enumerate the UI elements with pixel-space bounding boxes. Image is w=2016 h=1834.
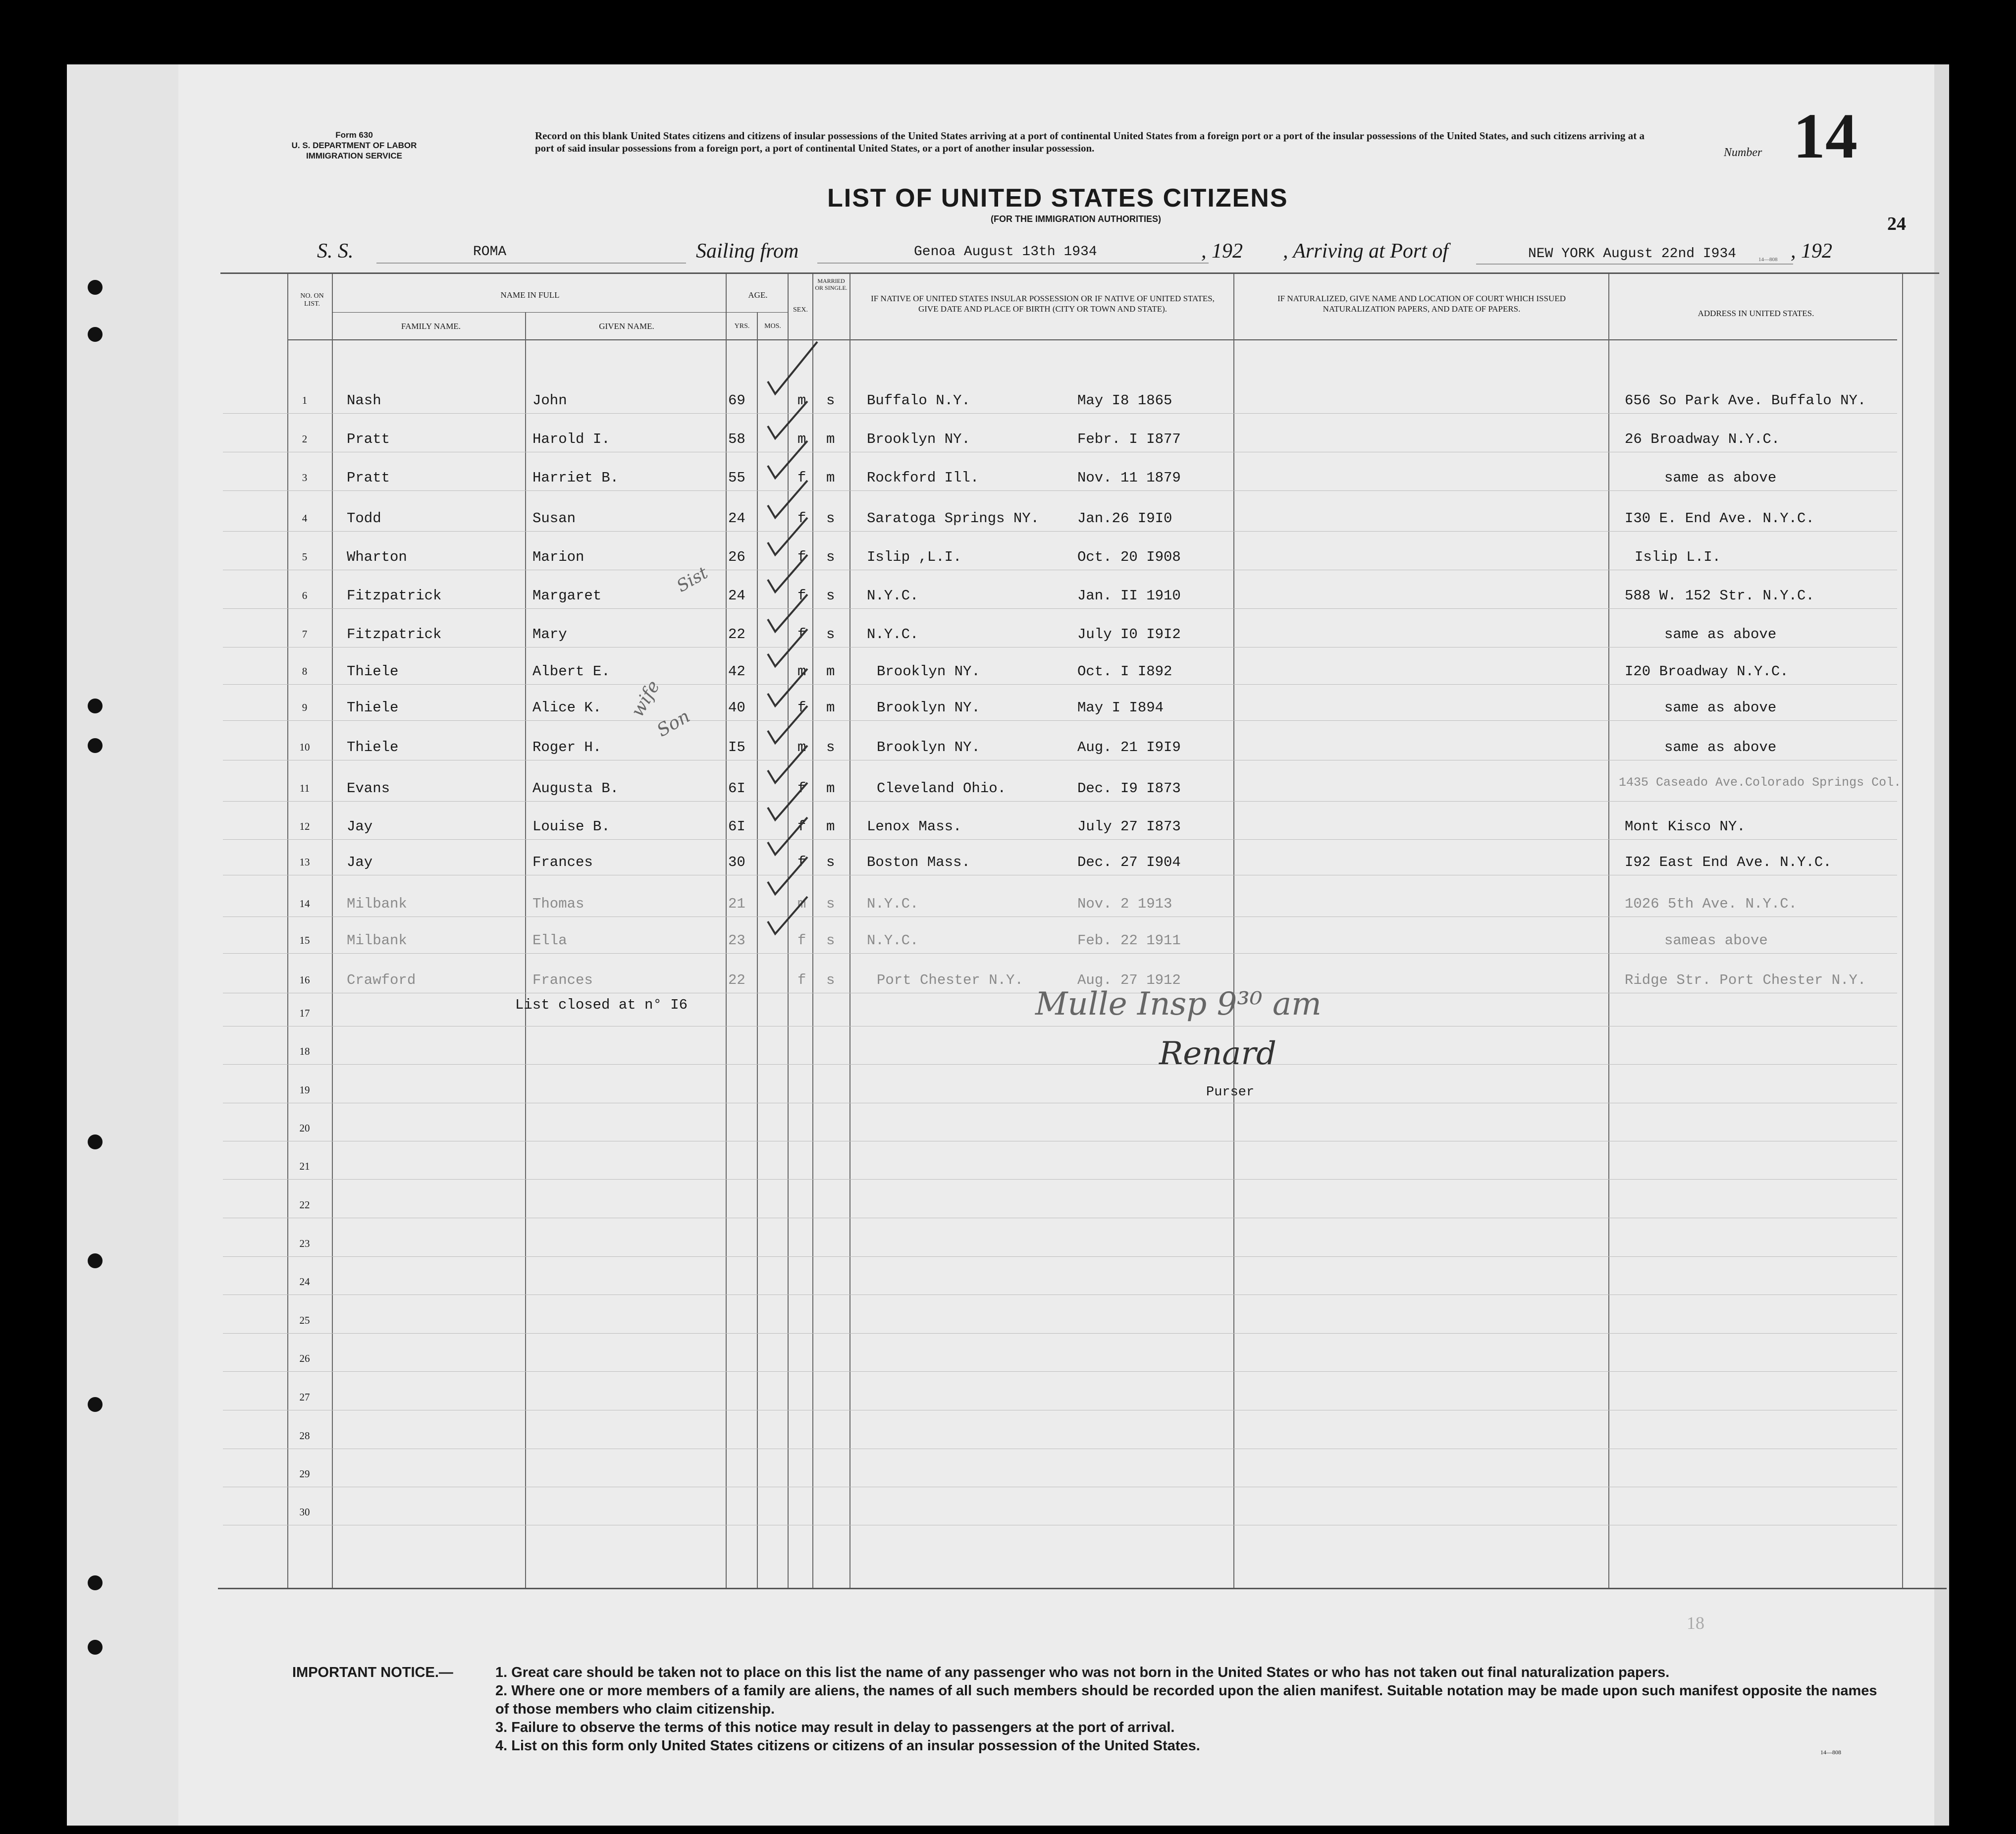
marital-status: s	[826, 739, 835, 755]
row-number: 23	[299, 1238, 310, 1249]
age-years: 6I	[728, 780, 745, 797]
check-icon	[768, 342, 817, 394]
row-number: 28	[299, 1430, 310, 1442]
birth-place: Buffalo N.Y.	[867, 392, 970, 409]
sex-value: f	[797, 588, 806, 604]
age-years: 24	[728, 510, 745, 527]
birth-date: Oct. I I892	[1077, 663, 1172, 680]
header-sex: SEX.	[793, 306, 808, 314]
notice-item-1: 1. Great care should be taken not to place on this list the name of any passenger who was not born in the United States or who has not taken out final naturalization papers.	[495, 1665, 1670, 1680]
sailing-from-value: Genoa August 13th 1934	[914, 244, 1097, 260]
check-icon	[768, 897, 807, 934]
check-icon	[768, 669, 807, 706]
row-rule	[223, 608, 1897, 609]
given-name: Augusta B.	[532, 780, 619, 797]
address: same as above	[1664, 626, 1777, 643]
year-label-sailing: , 192	[1201, 240, 1243, 263]
check-icon	[768, 706, 807, 743]
birth-date: Aug. 21 I9I9	[1077, 739, 1181, 755]
address: Mont Kisco NY.	[1625, 818, 1746, 835]
address: Ridge Str. Port Chester N.Y.	[1625, 972, 1866, 988]
col-line	[287, 274, 288, 1588]
sex-value: f	[797, 818, 806, 835]
age-years: 69	[728, 392, 745, 409]
address: 588 W. 152 Str. N.Y.C.	[1625, 588, 1814, 604]
table-bottom-rule	[218, 1588, 1947, 1589]
given-name: Alice K.	[532, 700, 602, 716]
address: same as above	[1664, 700, 1777, 716]
row-number: 15	[299, 934, 310, 946]
marital-status: s	[826, 588, 835, 604]
row-number: 27	[299, 1391, 310, 1403]
marital-status: s	[826, 972, 835, 988]
address: same as above	[1664, 470, 1777, 486]
given-name: Frances	[532, 972, 593, 988]
address: 1435 Caseado Ave.Colorado Springs Col.	[1619, 775, 1902, 790]
age-years: 24	[728, 588, 745, 604]
birth-date: Dec. 27 I904	[1077, 854, 1181, 870]
row-rule	[223, 684, 1897, 685]
punch-hole	[88, 1640, 103, 1655]
birth-place: Brooklyn NY.	[867, 431, 970, 447]
row-number: 29	[299, 1468, 310, 1480]
given-name: Margaret	[532, 588, 602, 604]
punch-hole	[88, 738, 103, 753]
sex-value: f	[797, 549, 806, 565]
arriving-port-value: NEW YORK August 22nd I934	[1528, 246, 1737, 262]
birth-date: Aug. 27 1912	[1077, 972, 1181, 988]
sex-value: f	[797, 700, 806, 716]
row-rule	[223, 531, 1897, 532]
row-number: 3	[302, 472, 308, 484]
given-name: Ella	[532, 932, 567, 949]
birth-place: N.Y.C.	[867, 626, 919, 643]
family-name: Thiele	[347, 663, 399, 680]
row-number: 22	[299, 1199, 310, 1211]
row-rule	[223, 1064, 1897, 1065]
right-page-edge	[1934, 64, 1949, 1826]
row-number: 9	[302, 701, 308, 713]
form-number: Form 630	[335, 130, 373, 140]
row-number: 1	[302, 394, 308, 406]
row-rule	[223, 839, 1897, 840]
address: 1026 5th Ave. N.Y.C.	[1625, 896, 1798, 912]
address: 26 Broadway N.Y.C.	[1625, 431, 1780, 447]
row-number: 6	[302, 590, 308, 601]
age-years: 6I	[728, 818, 745, 835]
row-number: 17	[299, 1007, 310, 1019]
row-number: 11	[299, 782, 310, 794]
given-name: Harriet B.	[532, 470, 619, 486]
birth-date: Oct. 20 I908	[1077, 549, 1181, 565]
birth-date: Feb. 22 1911	[1077, 932, 1181, 949]
row-number: 4	[302, 512, 308, 524]
birth-date: July I0 I9I2	[1077, 626, 1181, 643]
header-given-name: GIVEN NAME.	[599, 322, 654, 331]
row-number: 21	[299, 1160, 310, 1172]
marital-status: m	[826, 700, 835, 716]
left-margin-strip	[67, 64, 178, 1826]
notice-items	[495, 1664, 1892, 1755]
row-rule	[223, 1179, 1897, 1180]
birth-place: Islip ,L.I.	[867, 549, 962, 565]
row-number: 18	[299, 1045, 310, 1057]
check-icon	[768, 857, 807, 894]
row-rule	[223, 953, 1897, 954]
family-name: Thiele	[347, 739, 399, 755]
given-name: Albert E.	[532, 663, 610, 680]
row-number: 14	[299, 898, 310, 910]
family-name: Crawford	[347, 972, 416, 988]
marital-status: s	[826, 549, 835, 565]
birth-date: Jan. II 1910	[1077, 588, 1181, 604]
family-name: Fitzpatrick	[347, 588, 442, 604]
stamp-code: 14—808	[1758, 257, 1778, 263]
header-married-single: MARRIED OR SINGLE.	[815, 277, 848, 291]
sex-value: m	[797, 739, 806, 755]
col-line	[1233, 274, 1234, 1588]
sailing-label: Sailing from	[696, 240, 799, 263]
age-years: 21	[728, 896, 745, 912]
ship-underline	[376, 263, 686, 264]
form-header-left	[275, 130, 433, 161]
age-years: 30	[728, 854, 745, 870]
family-name: Milbank	[347, 932, 407, 949]
header-no-on-list: NO. ON LIST.	[300, 292, 324, 308]
punch-hole	[88, 699, 103, 713]
birth-date: May I8 1865	[1077, 392, 1172, 409]
year-label-arriving: , 192	[1791, 240, 1832, 263]
handwritten-son-note: Son	[653, 706, 694, 741]
age-years: 55	[728, 470, 745, 486]
age-years: 23	[728, 932, 745, 949]
sex-value: f	[797, 780, 806, 797]
birth-date: Febr. I I877	[1077, 431, 1181, 447]
punch-hole	[88, 1397, 103, 1412]
sex-value: m	[797, 431, 806, 447]
address: 656 So Park Ave. Buffalo NY.	[1625, 392, 1866, 409]
given-name: Harold I.	[532, 431, 610, 447]
header-name-in-full: NAME IN FULL	[500, 290, 560, 300]
birth-place: Brooklyn NY.	[877, 739, 980, 755]
sex-value: f	[797, 972, 806, 988]
arriving-underline	[1476, 264, 1793, 265]
age-years: 40	[728, 700, 745, 716]
row-rule	[223, 1371, 1897, 1372]
marital-status: m	[826, 663, 835, 680]
given-name: Frances	[532, 854, 593, 870]
table-top-rule	[220, 272, 1939, 274]
list-closed-note: List closed at n° I6	[515, 997, 688, 1013]
check-icon	[768, 401, 807, 438]
number-label: Number	[1724, 146, 1762, 159]
row-rule	[223, 1256, 1897, 1257]
address: same as above	[1664, 739, 1777, 755]
sex-value: m	[797, 896, 806, 912]
sex-value: f	[797, 626, 806, 643]
check-icon	[768, 555, 807, 592]
age-years: 58	[728, 431, 745, 447]
header-birth: IF NATIVE OF UNITED STATES INSULAR POSSESSION OR IF NATIVE OF UNITED STATES, GIVE DATE AND PLACE OF BIRTH (CITY OR TOWN AND STATE).	[871, 294, 1215, 314]
inspector-signature: Mulle Insp 9³⁰ am	[1035, 986, 1322, 1023]
notice-heading: IMPORTANT NOTICE.—	[292, 1665, 453, 1680]
header-yrs: YRS.	[734, 323, 750, 330]
birth-place: N.Y.C.	[867, 588, 919, 604]
punch-hole	[88, 280, 103, 295]
check-icon	[768, 441, 807, 478]
row-number: 26	[299, 1352, 310, 1364]
row-rule	[223, 801, 1897, 802]
birth-date: Dec. I9 I873	[1077, 780, 1181, 797]
header-mos: MOS.	[764, 323, 781, 330]
form-title: LIST OF UNITED STATES CITIZENS	[827, 184, 1288, 213]
birth-date: Nov. 2 1913	[1077, 896, 1172, 912]
birth-date: Nov. 11 1879	[1077, 470, 1181, 486]
family-name: Milbank	[347, 896, 407, 912]
family-name: Evans	[347, 780, 390, 797]
age-years: 26	[728, 549, 745, 565]
handwritten-sister-note: Sist	[673, 563, 711, 596]
given-name: John	[532, 392, 567, 409]
marital-status: m	[826, 470, 835, 486]
age-years: 22	[728, 972, 745, 988]
punch-hole	[88, 1253, 103, 1268]
header-age: AGE.	[748, 290, 768, 300]
sex-value: m	[797, 663, 806, 680]
birth-place: N.Y.C.	[867, 896, 919, 912]
punch-hole	[88, 1134, 103, 1149]
age-years: 42	[728, 663, 745, 680]
notice-item-3: 3. Failure to observe the terms of this notice may result in delay to passengers at the port of arrival.	[495, 1720, 1175, 1735]
sex-value: f	[797, 470, 806, 486]
check-icon	[768, 817, 807, 855]
birth-place: Boston Mass.	[867, 854, 970, 870]
check-icon	[768, 746, 807, 783]
header-naturalized: IF NATURALIZED, GIVE NAME AND LOCATION OF COURT WHICH ISSUED NATURALIZATION PAPERS, AND DATE OF PAPERS.	[1277, 294, 1566, 314]
checkmark-column	[753, 337, 842, 971]
header-bottom-rule	[287, 339, 1897, 340]
ss-label: S. S.	[317, 240, 354, 263]
birth-date: May I I894	[1077, 700, 1164, 716]
marital-status: s	[826, 626, 835, 643]
birth-place: Cleveland Ohio.	[877, 780, 1007, 797]
family-name: Wharton	[347, 549, 407, 565]
purser-signature: Renard	[1159, 1035, 1276, 1072]
row-number: 7	[302, 628, 308, 640]
row-number: 13	[299, 856, 310, 868]
given-name: Louise B.	[532, 818, 610, 835]
row-number: 16	[299, 974, 310, 986]
page-number: 24	[1887, 214, 1906, 234]
given-name: Mary	[532, 626, 567, 643]
ship-name: ROMA	[473, 244, 507, 260]
birth-date: July 27 I873	[1077, 818, 1181, 835]
check-icon	[768, 594, 807, 632]
given-name: Roger H.	[532, 739, 602, 755]
marital-status: s	[826, 932, 835, 949]
birth-place: Port Chester N.Y.	[877, 972, 1023, 988]
family-name: Pratt	[347, 470, 390, 486]
age-years: 22	[728, 626, 745, 643]
birth-place: N.Y.C.	[867, 932, 919, 949]
arriving-label: , Arriving at Port of	[1283, 240, 1449, 263]
birth-place: Lenox Mass.	[867, 818, 962, 835]
row-rule	[223, 720, 1897, 721]
sex-value: m	[797, 392, 806, 409]
family-name: Fitzpatrick	[347, 626, 442, 643]
birth-place: Brooklyn NY.	[877, 700, 980, 716]
row-rule	[223, 1333, 1897, 1334]
row-number: 2	[302, 433, 308, 445]
name-age-divider	[332, 312, 788, 313]
family-name: Todd	[347, 510, 381, 527]
marital-status: m	[826, 780, 835, 797]
punch-hole	[88, 1575, 103, 1590]
family-name: Pratt	[347, 431, 390, 447]
col-line	[1902, 274, 1903, 1588]
family-name: Jay	[347, 854, 373, 870]
check-icon	[768, 783, 807, 820]
col-line	[849, 274, 850, 1588]
punch-hole	[88, 327, 103, 342]
sex-value: f	[797, 510, 806, 527]
birth-date: Jan.26 I9I0	[1077, 510, 1172, 527]
family-name: Thiele	[347, 700, 399, 716]
family-name: Jay	[347, 818, 373, 835]
col-line	[525, 312, 526, 1588]
sex-value: f	[797, 932, 806, 949]
marital-status: s	[826, 896, 835, 912]
row-number: 30	[299, 1506, 310, 1518]
row-rule	[223, 413, 1897, 414]
row-number: 20	[299, 1122, 310, 1134]
service-name: IMMIGRATION SERVICE	[306, 151, 402, 161]
sailing-underline	[817, 263, 1209, 264]
marital-status: s	[826, 854, 835, 870]
row-number: 19	[299, 1084, 310, 1096]
marital-status: s	[826, 392, 835, 409]
header-address: ADDRESS IN UNITED STATES.	[1698, 309, 1814, 318]
form-instructions: Record on this blank United States citizens and citizens of insular possessions of the United States arriving at a port of continental United States from a foreign port or a port of the insular possessions of the United States, and such citizens arriving at a port of said insular possessions from a foreign port, a port of continental United States, or a port of another insular possession.	[535, 130, 1645, 154]
notice-item-2: 2. Where one or more members of a family are aliens, the names of all such members should be recorded upon the alien manifest. Suitable notation may be made upon such manifest opposite the names of those members who claim citizenship.	[495, 1683, 1877, 1717]
given-name: Marion	[532, 549, 584, 565]
birth-place: Brooklyn NY.	[877, 663, 980, 680]
address: sameas above	[1664, 932, 1768, 949]
address: Islip L.I.	[1635, 549, 1721, 565]
check-icon	[768, 629, 807, 666]
footer-number: 18	[1687, 1613, 1704, 1633]
family-name: Nash	[347, 392, 381, 409]
department-name: U. S. DEPARTMENT OF LABOR	[291, 141, 417, 150]
check-icon	[768, 518, 807, 555]
manifest-number: 14	[1793, 101, 1857, 172]
birth-place: Saratoga Springs NY.	[867, 510, 1040, 527]
birth-place: Rockford Ill.	[867, 470, 979, 486]
address: I30 E. End Ave. N.Y.C.	[1625, 510, 1814, 527]
marital-status: m	[826, 431, 835, 447]
row-number: 10	[299, 741, 310, 753]
row-rule	[223, 490, 1897, 491]
row-number: 5	[302, 551, 308, 563]
notice-form-code: 14—808	[1820, 1749, 1841, 1756]
address: I92 East End Ave. N.Y.C.	[1625, 854, 1832, 870]
form-subtitle: (FOR THE IMMIGRATION AUTHORITIES)	[991, 214, 1161, 224]
sex-value: f	[797, 854, 806, 870]
row-number: 12	[299, 820, 310, 832]
row-number: 8	[302, 665, 308, 677]
row-number: 24	[299, 1276, 310, 1288]
col-line	[726, 274, 727, 1588]
purser-label: Purser	[1206, 1085, 1255, 1100]
notice-item-4: 4. List on this form only United States citizens or citizens of an insular possession of the United States.	[495, 1738, 1200, 1754]
marital-status: m	[826, 818, 835, 835]
check-icon	[768, 481, 807, 518]
col-line	[332, 274, 333, 1588]
address: I20 Broadway N.Y.C.	[1625, 663, 1789, 680]
age-years: I5	[728, 739, 745, 755]
given-name: Susan	[532, 510, 576, 527]
col-line	[1608, 274, 1609, 1588]
marital-status: s	[826, 510, 835, 527]
handwritten-wife-note: wife	[627, 677, 664, 721]
header-family-name: FAMILY NAME.	[401, 322, 461, 331]
row-number: 25	[299, 1314, 310, 1326]
given-name: Thomas	[532, 896, 584, 912]
